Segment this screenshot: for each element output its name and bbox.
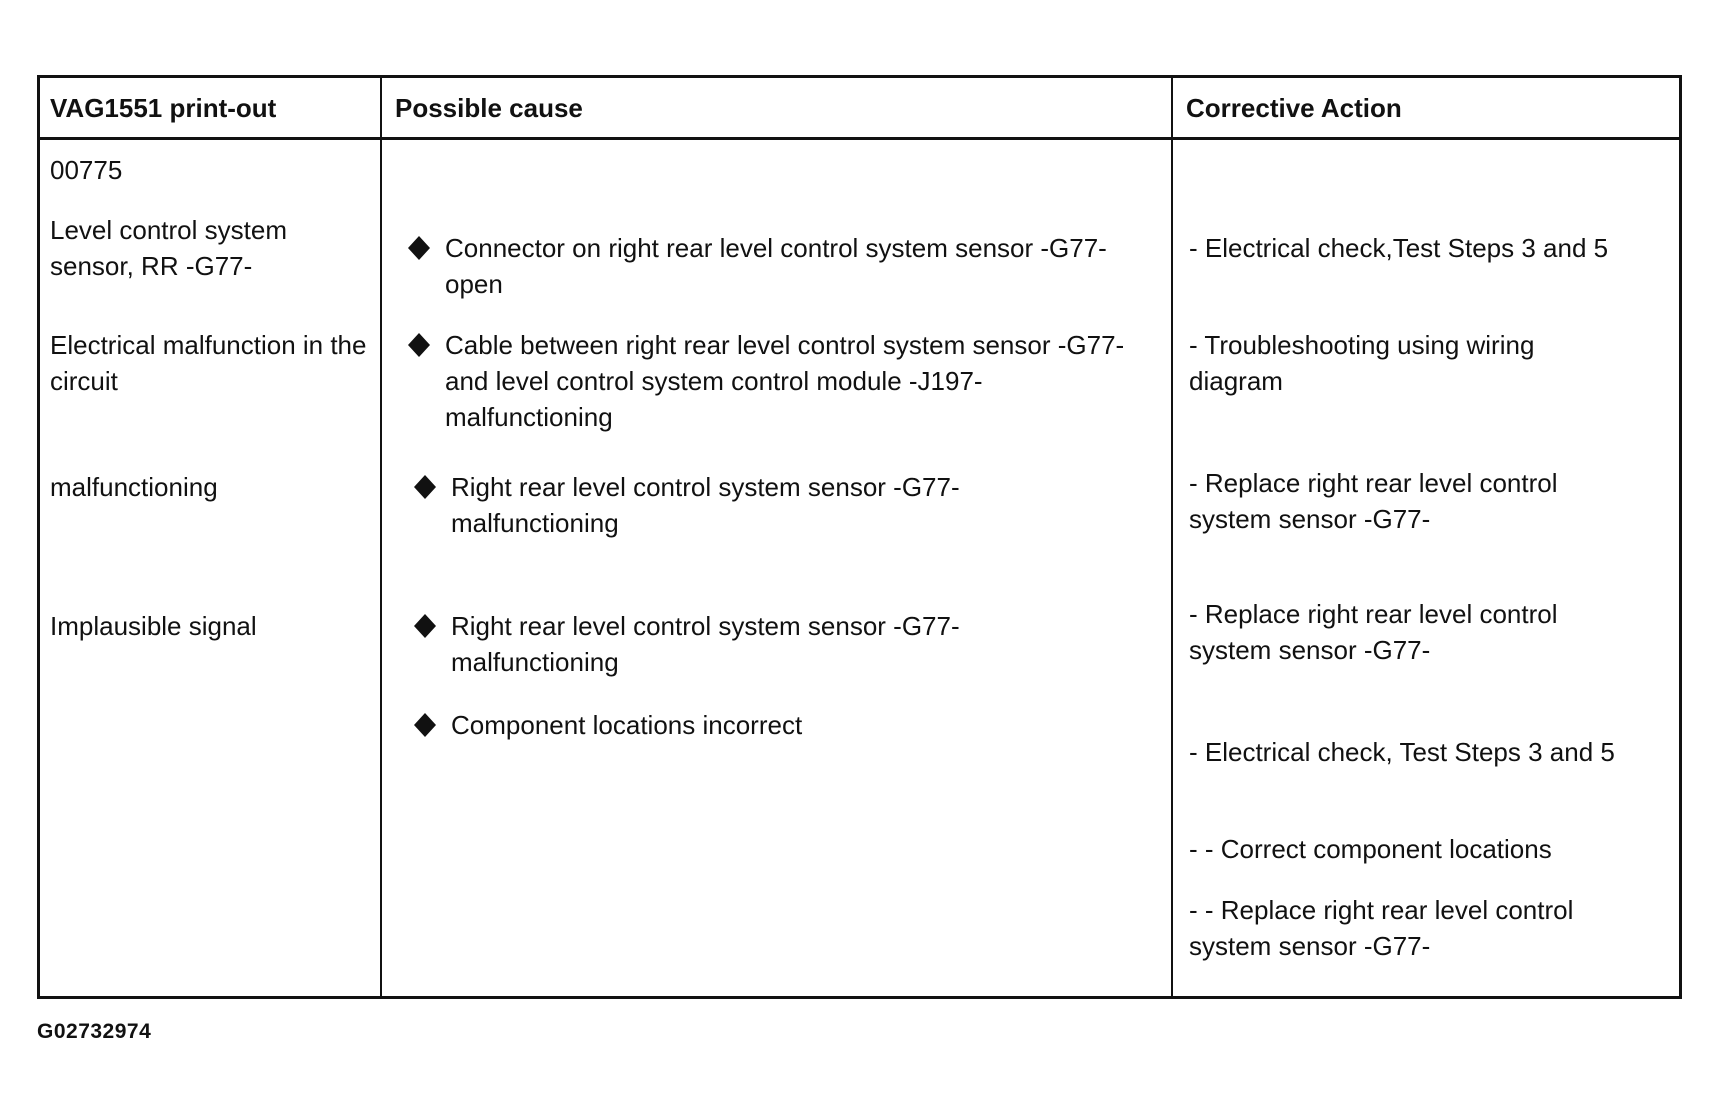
header-printout: VAG1551 print-out [50,93,277,123]
column-divider [380,78,382,996]
diamond-bullet-icon [411,473,439,501]
fault-type-electrical: Electrical malfunction in the circuit [50,330,367,396]
fault-type-malfunctioning: malfunctioning [50,472,218,502]
cause-text: Connector on right rear level control system sensor -G77- open [445,233,1107,299]
cause-text: Cable between right rear level control system sensor -G77- and level control system control module -J197- malfunctioning [445,330,1125,432]
header-action: Corrective Action [1186,93,1402,123]
fault-component: Level control system sensor, RR -G77- [50,215,287,281]
diamond-bullet-icon [411,711,439,739]
action-text: - Electrical check, Test Steps 3 and 5 [1189,737,1615,767]
header-cause: Possible cause [395,93,583,123]
action-text: - Replace right rear level control system sensor -G77- [1189,599,1558,665]
action-text: - Troubleshooting using wiring diagram [1189,330,1535,396]
header-divider [40,137,1679,140]
action-text: - - Replace right rear level control system sensor -G77- [1189,895,1574,961]
fault-type-implausible: Implausible signal [50,611,257,641]
action-text: - - Correct component locations [1189,834,1552,864]
column-divider [1171,78,1173,996]
fault-code: 00775 [50,155,123,185]
action-text: - Replace right rear level control system sensor -G77- [1189,468,1558,534]
cause-text: Component locations incorrect [451,710,803,740]
cause-text: Right rear level control system sensor -G77- malfunctioning [451,611,960,677]
figure-id: G02732974 [37,1020,152,1043]
action-text: - Electrical check,Test Steps 3 and 5 [1189,233,1609,263]
diamond-bullet-icon [411,612,439,640]
cause-text: Right rear level control system sensor -G77- malfunctioning [451,472,960,538]
diamond-bullet-icon [405,331,433,359]
diagnostic-table [37,75,1682,999]
diamond-bullet-icon [405,234,433,262]
